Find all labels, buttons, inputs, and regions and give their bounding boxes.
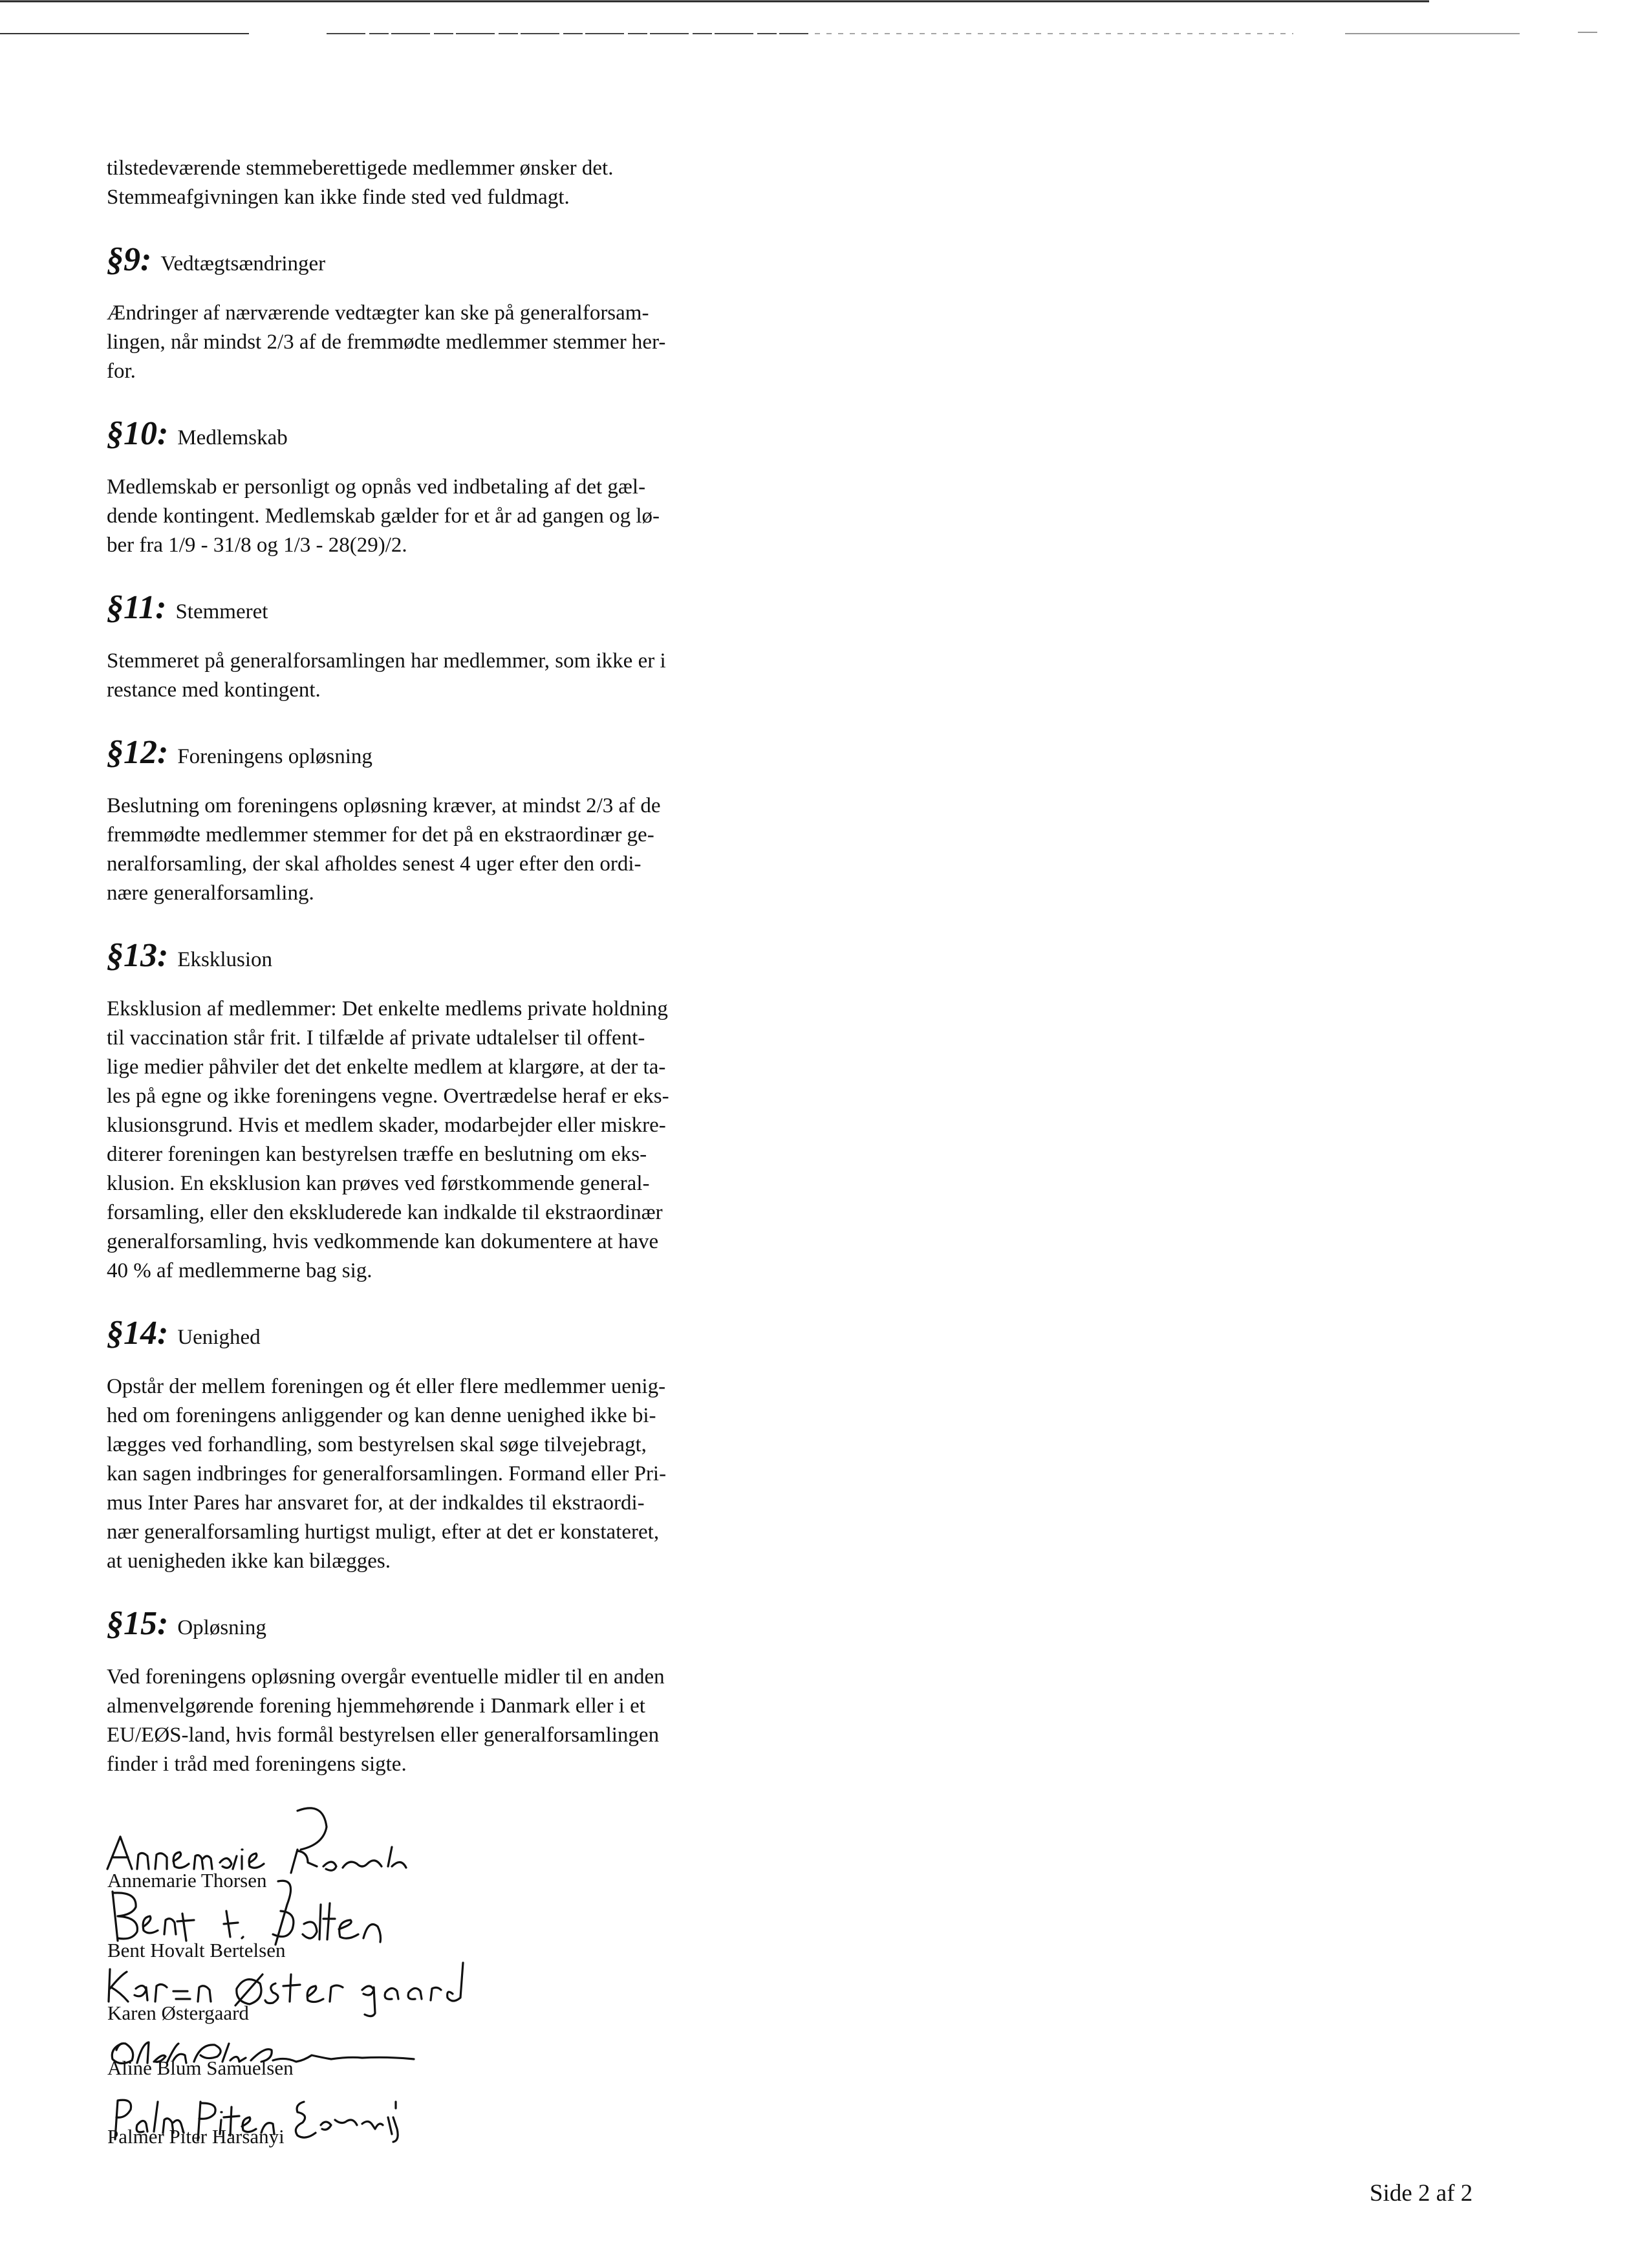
- section-12: [107, 733, 753, 908]
- section-number: §9:: [107, 241, 152, 278]
- section-line: Eksklusion af medlemmer: Det enkelte medlems private holdning: [107, 997, 668, 1021]
- section-heading: [107, 936, 753, 975]
- section-line: Beslutning om foreningens opløsning kræver, at mindst 2/3 af de: [107, 794, 661, 817]
- document-body: [107, 154, 753, 1779]
- signatory-name: Bent Hovalt Bertelsen: [107, 1939, 286, 1961]
- signature-block: [103, 1804, 556, 2166]
- section-line: klusion. En eksklusion kan prøves ved førstkommende general-: [107, 1172, 650, 1195]
- section-13: [107, 936, 753, 1286]
- section-line: Ved foreningens opløsning overgår eventuelle midler til en anden: [107, 1665, 665, 1689]
- section-heading: [107, 415, 753, 453]
- section-number: §12:: [107, 734, 169, 771]
- section-line: lingen, når mindst 2/3 af de fremmødte medlemmer stemmer her-: [107, 330, 666, 354]
- section-10: [107, 415, 753, 560]
- section-line: 40 % af medlemmerne bag sig.: [107, 1259, 372, 1282]
- section-number: §15:: [107, 1605, 169, 1642]
- section-title: Stemmeret: [175, 600, 268, 623]
- section-line: kan sagen indbringes for generalforsamlingen. Formand eller Pri-: [107, 1462, 667, 1485]
- section-number: §14:: [107, 1315, 169, 1352]
- section-line: lægges ved forhandling, som bestyrelsen skal søge tilvejebragt,: [107, 1433, 647, 1456]
- section-line: finder i tråd med foreningens sigte.: [107, 1753, 407, 1776]
- section-line: til vaccination står frit. I tilfælde af private udtalelser til offent-: [107, 1026, 645, 1050]
- section-line: EU/EØS-land, hvis formål bestyrelsen eller generalforsamlingen: [107, 1723, 660, 1747]
- section-line: les på egne og ikke foreningens vegne. Overtrædelse heraf er eks-: [107, 1085, 669, 1108]
- section-9: [107, 241, 753, 386]
- section-line: restance med kontingent.: [107, 678, 321, 702]
- scan-edge-lines: [0, 0, 1649, 39]
- signatory-name: Palmer Piter Harsanyi: [107, 2125, 285, 2148]
- section-line: almenvelgørende forening hjemmehørende i Danmark eller i et: [107, 1694, 645, 1718]
- section-heading: [107, 733, 753, 772]
- section-line: Opstår der mellem foreningen og ét eller flere medlemmer uenig-: [107, 1375, 666, 1398]
- section-heading: [107, 1314, 753, 1353]
- section-line: Medlemskab er personligt og opnås ved indbetaling af det gæl-: [107, 475, 646, 499]
- section-line: at uenigheden ikke kan bilægges.: [107, 1550, 391, 1573]
- intro-paragraph: [107, 154, 753, 212]
- section-14: [107, 1314, 753, 1576]
- section-line: generalforsamling, hvis vedkommende kan dokumentere at have: [107, 1230, 659, 1253]
- section-line: diterer foreningen kan bestyrelsen træffe en beslutning om eks-: [107, 1143, 647, 1166]
- section-title: Foreningens opløsning: [177, 745, 372, 768]
- section-line: nære generalforsamling.: [107, 881, 314, 905]
- section-heading: [107, 589, 753, 627]
- intro-line: tilstedeværende stemmeberettigede medlemmer ønsker det.: [107, 157, 614, 180]
- section-line: klusionsgrund. Hvis et medlem skader, modarbejder eller miskre-: [107, 1114, 666, 1137]
- section-number: §13:: [107, 937, 169, 974]
- page-number: Side 2 af 2: [1370, 2180, 1473, 2207]
- section-line: Stemmeret på generalforsamlingen har medlemmer, som ikke er i: [107, 649, 666, 673]
- section-heading: [107, 241, 753, 279]
- signatory-name: Aline Blum Samuelsen: [107, 2057, 294, 2079]
- section-line: neralforsamling, der skal afholdes senest 4 uger efter den ordi-: [107, 852, 641, 876]
- section-11: [107, 589, 753, 705]
- section-line: lige medier påhviler det det enkelte medlem at klargøre, at der ta-: [107, 1055, 666, 1079]
- section-title: Uenighed: [177, 1326, 261, 1349]
- section-line: for.: [107, 360, 136, 383]
- section-title: Opløsning: [177, 1616, 266, 1639]
- section-heading: [107, 1604, 753, 1643]
- section-title: Vedtægtsændringer: [160, 252, 326, 275]
- section-title: Eksklusion: [177, 948, 273, 971]
- section-line: fremmødte medlemmer stemmer for det på en ekstraordinær ge-: [107, 823, 654, 847]
- section-15: [107, 1604, 753, 1779]
- section-number: §11:: [107, 589, 167, 626]
- section-line: ber fra 1/9 - 31/8 og 1/3 - 28(29)/2.: [107, 534, 407, 557]
- section-line: mus Inter Pares har ansvaret for, at der indkaldes til ekstraordi-: [107, 1491, 645, 1515]
- signatory-name: Karen Østergaard: [107, 2002, 249, 2024]
- section-line: dende kontingent. Medlemskab gælder for et år ad gangen og lø-: [107, 504, 660, 528]
- intro-line: Stemmeafgivningen kan ikke finde sted ved fuldmagt.: [107, 186, 570, 209]
- section-number: §10:: [107, 415, 169, 452]
- section-line: forsamling, eller den ekskluderede kan indkalde til ekstraordinær: [107, 1201, 663, 1224]
- signatory-name: Annemarie Thorsen: [107, 1869, 267, 1892]
- section-title: Medlemskab: [177, 426, 288, 449]
- section-line: hed om foreningens anliggender og kan denne uenighed ikke bi-: [107, 1404, 656, 1427]
- section-line: Ændringer af nærværende vedtægter kan ske på generalforsam-: [107, 301, 649, 325]
- handwritten-signature-image: [103, 1804, 466, 1875]
- section-line: nær generalforsamling hurtigst muligt, efter at det er konstateret,: [107, 1520, 660, 1544]
